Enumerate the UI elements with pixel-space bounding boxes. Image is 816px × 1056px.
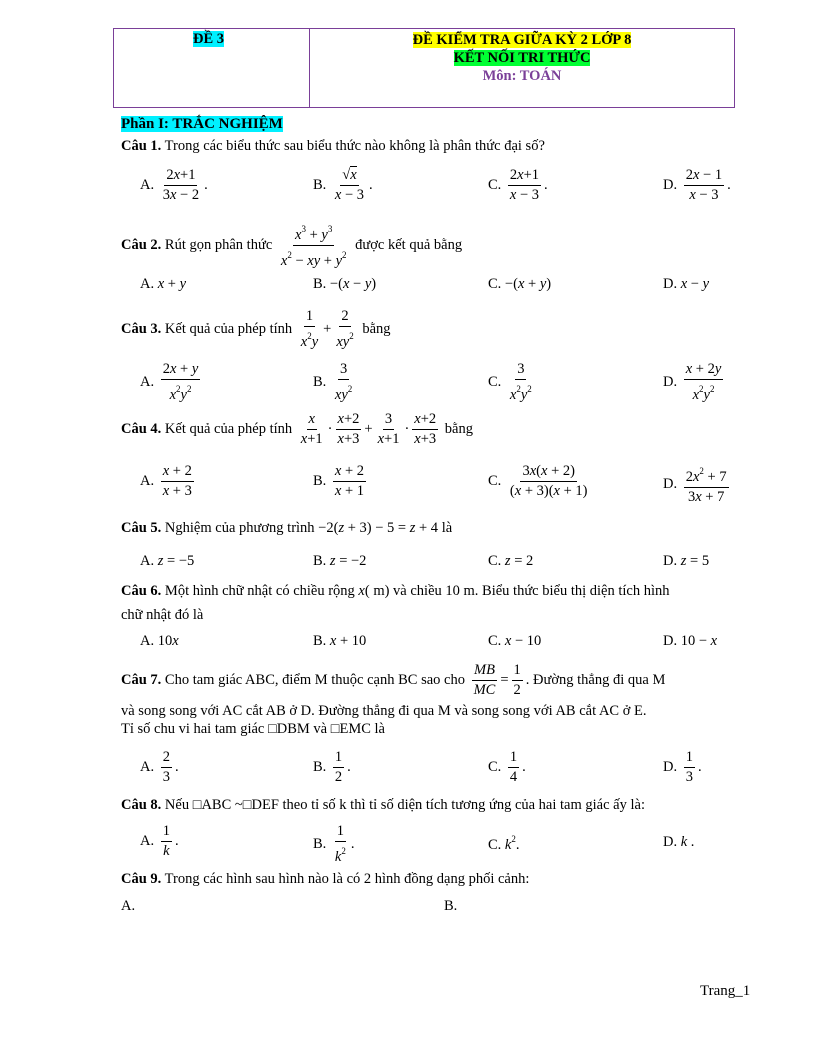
question-7: Câu 7. Cho tam giác ABC, điểm M thuộc cạnh BC sao cho $\frac{MB}{MC}$ = $\frac{1}{2}$ . Đường thẳng đi qua M xyxy=(121,662,666,698)
question-7-cont: và song song với AC cắt AB ở D. Đường thẳng đi qua M và song song với AB cắt AC ở E. xyxy=(121,703,647,719)
question-2: Câu 2. Rút gọn phân thức $\frac{x^3 + y^3}{x^2 - xy + y^2}$ được kết quả bằng xyxy=(121,220,462,271)
q4-option-c: C. $\frac{3x(x + 2)}{(x + 3)(x + 1)}$ xyxy=(488,463,588,499)
q8-option-a: A. $\frac{1}{k}$ . xyxy=(140,823,179,859)
q6-option-a: A. 10x xyxy=(140,633,179,649)
q8-option-c: C. $k^2$. xyxy=(488,834,520,853)
q8-option-b: B. $\frac{1}{k^2}$ . xyxy=(313,823,355,865)
question-6: Câu 6. Một hình chữ nhật có chiều rộng x( m) và chiều 10 m. Biểu thức biểu thị diện tích hình xyxy=(121,583,670,599)
exam-code: ĐỀ 3 xyxy=(193,31,225,47)
q7-option-c: C. $\frac{1}{4}$ . xyxy=(488,749,526,785)
q5-option-b: B. z = −2 xyxy=(313,553,367,569)
q3-option-c: C. $\frac{3}{x^2y^2}$ xyxy=(488,361,532,403)
q4-option-d: D. $\frac{2x^2 + 7}{3x + 7}$ xyxy=(663,462,732,507)
q2-option-b: B. −(x − y) xyxy=(313,276,377,292)
q7-option-a: A. $\frac{2}{3}$ . xyxy=(140,749,179,785)
q2-option-c: C. −(x + y) xyxy=(488,276,552,292)
q1-option-b: B. $\frac{√x}{x - 3}$ . xyxy=(313,167,373,203)
question-8: Câu 8. Nếu □ABC ~□DEF theo tỉ số k thì tỉ số diện tích tương ứng của hai tam giác ấy là: xyxy=(121,797,645,813)
exam-title: ĐỀ KIỂM TRA GIỮA KỲ 2 LỚP 8 KẾT NỐI TRI THỨC Môn: TOÁN xyxy=(412,32,632,84)
q4-option-a: A. $\frac{x + 2}{x + 3}$ xyxy=(140,463,192,499)
q3-option-b: B. $\frac{3}{xy^2}$ xyxy=(313,361,353,403)
q3-option-d: D. $\frac{x + 2y}{x^2y^2}$ xyxy=(663,361,722,403)
q2-option-d: D. x − y xyxy=(663,276,710,292)
question-4: Câu 4. Kết quả của phép tính $\frac{x}{x+1}$ · $\frac{x+2}{x+3}$ + $\frac{3}{x+1}$ · $\frac{x+2}{x+3}$ bằng xyxy=(121,411,473,447)
q5-option-a: A. z = −5 xyxy=(140,553,195,569)
q3-option-a: A. $\frac{2x + y}{x^2y^2}$ xyxy=(140,361,199,403)
q1-option-d: D. $\frac{2x - 1}{x - 3}$ . xyxy=(663,167,731,203)
question-9: Câu 9. Trong các hình sau hình nào là có 2 hình đồng dạng phối cảnh: xyxy=(121,871,530,887)
question-3: Câu 3. Kết quả của phép tính $\frac{1}{x^2y}$ + $\frac{2}{xy^2}$ bằng xyxy=(121,308,391,350)
q5-option-d: D. z = 5 xyxy=(663,553,710,569)
q6-option-c: C. x − 10 xyxy=(488,633,542,649)
q9-option-a: A. xyxy=(121,898,136,914)
q5-option-c: C. z = 2 xyxy=(488,553,534,569)
q4-option-b: B. $\frac{x + 2}{x + 1}$ xyxy=(313,463,365,499)
question-7-cont2: Tỉ số chu vi hai tam giác □DBM và □EMC là xyxy=(121,721,385,737)
q8-option-d: D. k . xyxy=(663,834,695,850)
q9-option-b: B. xyxy=(444,898,458,914)
q1-option-a: A. $\frac{2x+1}{3x - 2}$ . xyxy=(140,167,208,203)
q6-option-b: B. x + 10 xyxy=(313,633,367,649)
q2-option-a: A. x + y xyxy=(140,276,187,292)
q6-option-d: D. 10 − x xyxy=(663,633,718,649)
question-5: Câu 5. Nghiệm của phương trình −2(z + 3) − 5 = z + 4 là xyxy=(121,520,453,536)
page-number: Trang_1 xyxy=(700,983,751,999)
section-title: Phần I: TRẮC NGHIỆM xyxy=(121,116,283,132)
q7-option-b: B. $\frac{1}{2}$ . xyxy=(313,749,351,785)
q7-option-d: D. $\frac{1}{3}$ . xyxy=(663,749,702,785)
question-1: Câu 1. Trong các biểu thức sau biểu thức nào không là phân thức đại số? xyxy=(121,138,545,154)
question-6-cont: chữ nhật đó là xyxy=(121,607,204,623)
q1-option-c: C. $\frac{2x+1}{x - 3}$ . xyxy=(488,167,548,203)
